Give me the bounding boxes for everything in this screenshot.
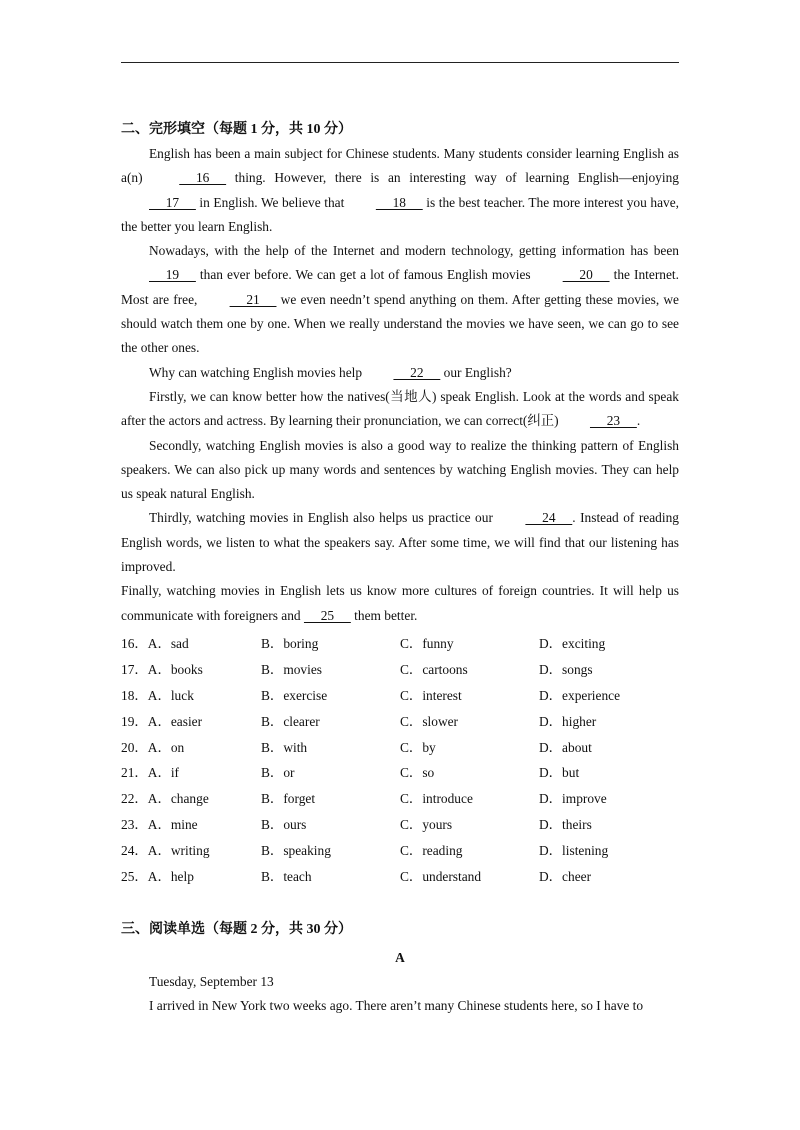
paragraph-text: Thirdly, watching movies in English also helps us practice our: [149, 510, 498, 526]
option-choice: D．about: [539, 739, 592, 755]
passage-first-line: I arrived in New York two weeks ago. There aren’t many Chinese students here, so I have to: [149, 998, 644, 1014]
option-row: [121, 733, 679, 759]
cloze-blank: 23: [589, 413, 637, 429]
section-title-reading: 三、阅读单选（每题 2 分，共 30 分）: [121, 921, 352, 937]
option-choice: 23．A．mine: [121, 816, 198, 832]
cloze-paragraph: [121, 385, 679, 434]
option-choice: B．clearer: [261, 713, 320, 729]
options-list: [121, 630, 679, 888]
option-row: [121, 836, 679, 862]
paragraph-text: the Internet. Most are free,: [121, 267, 679, 307]
exam-page: [121, 118, 679, 1019]
cloze-paragraph: [121, 361, 679, 385]
option-choice: B．or: [261, 765, 295, 781]
option-row: [121, 682, 679, 708]
paragraph-text: thing. However, there is an interesting way of learning English—enjoying: [226, 170, 679, 186]
paragraph-text: Why can watching English movies help: [149, 364, 366, 380]
cloze-paragraph: [121, 579, 679, 628]
option-choice: C．funny: [400, 636, 454, 652]
option-choice: B．with: [261, 739, 308, 755]
option-row: [121, 707, 679, 733]
cloze-blank: 20: [562, 267, 610, 283]
option-choice: 19．A．easier: [121, 713, 203, 729]
option-choice: D．songs: [539, 662, 593, 678]
option-choice: C．cartoons: [400, 662, 468, 678]
paragraph-text: English has been a main subject for Chinese students. Many students consider learning English as a(n): [121, 146, 679, 186]
option-choice: B．forget: [261, 791, 316, 807]
option-choice: D．cheer: [539, 868, 592, 884]
option-choice: C．so: [400, 765, 435, 781]
paragraph-text: Firstly, we can know better how the natives(当地人) speak English. Look at the words and speak after the actors and actress. By learning their pronunciation, we can correct(纠正): [121, 388, 679, 429]
option-choice: D．higher: [539, 713, 597, 729]
option-row: [121, 630, 679, 656]
paragraph-text: we even needn’t spend anything on them. After getting these movies, we should watch them one by one. When we really understand the movies we have seen, we can go to see the other ones.: [121, 291, 679, 356]
option-choice: C．understand: [400, 868, 482, 884]
option-choice: B．movies: [261, 662, 323, 678]
option-choice: C．yours: [400, 816, 453, 832]
option-choice: D．exciting: [539, 636, 606, 652]
option-choice: 16．A．sad: [121, 636, 189, 652]
option-choice: B．boring: [261, 636, 319, 652]
option-choice: D．listening: [539, 842, 609, 858]
section-title-cloze: 二、完形填空（每题 1 分，共 10 分）: [121, 122, 352, 137]
option-choice: C．slower: [400, 713, 459, 729]
cloze-blank: 24: [525, 510, 573, 526]
option-choice: 20．A．on: [121, 739, 185, 755]
cloze-paragraph: [121, 142, 679, 239]
option-choice: C．interest: [400, 687, 462, 703]
option-choice: 18．A．luck: [121, 687, 194, 703]
paragraph-text: . Instead of reading English words, we listen to what the speakers say. After some time, we will find that our listening has improved.: [121, 510, 679, 575]
option-choice: C．introduce: [400, 791, 473, 807]
option-choice: B．ours: [261, 816, 307, 832]
option-row: [121, 759, 679, 785]
diary-date: Tuesday, September 13: [149, 973, 274, 989]
option-choice: 21．A．if: [121, 765, 180, 781]
cloze-paragraph: [121, 239, 679, 360]
cloze-blank: 25: [303, 607, 351, 623]
option-row: [121, 785, 679, 811]
option-choice: C．by: [400, 739, 436, 755]
cloze-passage: [121, 142, 679, 628]
option-choice: 22．A．change: [121, 791, 209, 807]
paragraph-text: is the best teacher. The more interest you have, the better you learn English.: [121, 194, 679, 234]
option-choice: D．improve: [539, 791, 607, 807]
paragraph-text: our English?: [440, 364, 512, 380]
paragraph-text: Nowadays, with the help of the Internet and modern technology, getting information has been: [149, 243, 679, 259]
paragraph-text: .: [636, 413, 641, 429]
option-choice: D．theirs: [539, 816, 592, 832]
option-choice: B．teach: [261, 868, 312, 884]
passage-label: A: [395, 949, 405, 965]
option-choice: B．speaking: [261, 842, 331, 858]
option-choice: 24．A．writing: [121, 842, 210, 858]
option-choice: D．experience: [539, 687, 621, 703]
paragraph-text: Finally, watching movies in English lets us know more cultures of foreign countries. It will help us communicate with foreigners and: [121, 583, 679, 623]
paragraph-text: in English. We believe that: [195, 194, 348, 210]
option-choice: 17．A．books: [121, 662, 203, 678]
cloze-paragraph: [121, 506, 679, 579]
cloze-blank: 18: [375, 194, 423, 210]
paragraph-text: than ever before. We can get a lot of famous English movies: [195, 267, 535, 283]
cloze-blank: 17: [149, 194, 196, 210]
option-choice: C．reading: [400, 842, 463, 858]
paragraph-text: Secondly, watching English movies is also a good way to realize the thinking pattern of English speakers. We can also pick up many words and sentences by watching English movies. They can help us speak natural English.: [121, 437, 679, 502]
paragraph-text: them better.: [350, 607, 418, 623]
cloze-blank: 21: [229, 291, 277, 307]
cloze-blank: 16: [179, 170, 227, 186]
cloze-paragraph: [121, 434, 679, 507]
header-rule: [121, 62, 679, 63]
option-choice: D．but: [539, 765, 580, 781]
option-row: [121, 862, 679, 888]
cloze-blank: 22: [393, 364, 441, 380]
option-row: [121, 811, 679, 837]
option-choice: B．exercise: [261, 687, 328, 703]
option-choice: 25．A．help: [121, 868, 194, 884]
cloze-blank: 19: [149, 267, 196, 283]
option-row: [121, 656, 679, 682]
